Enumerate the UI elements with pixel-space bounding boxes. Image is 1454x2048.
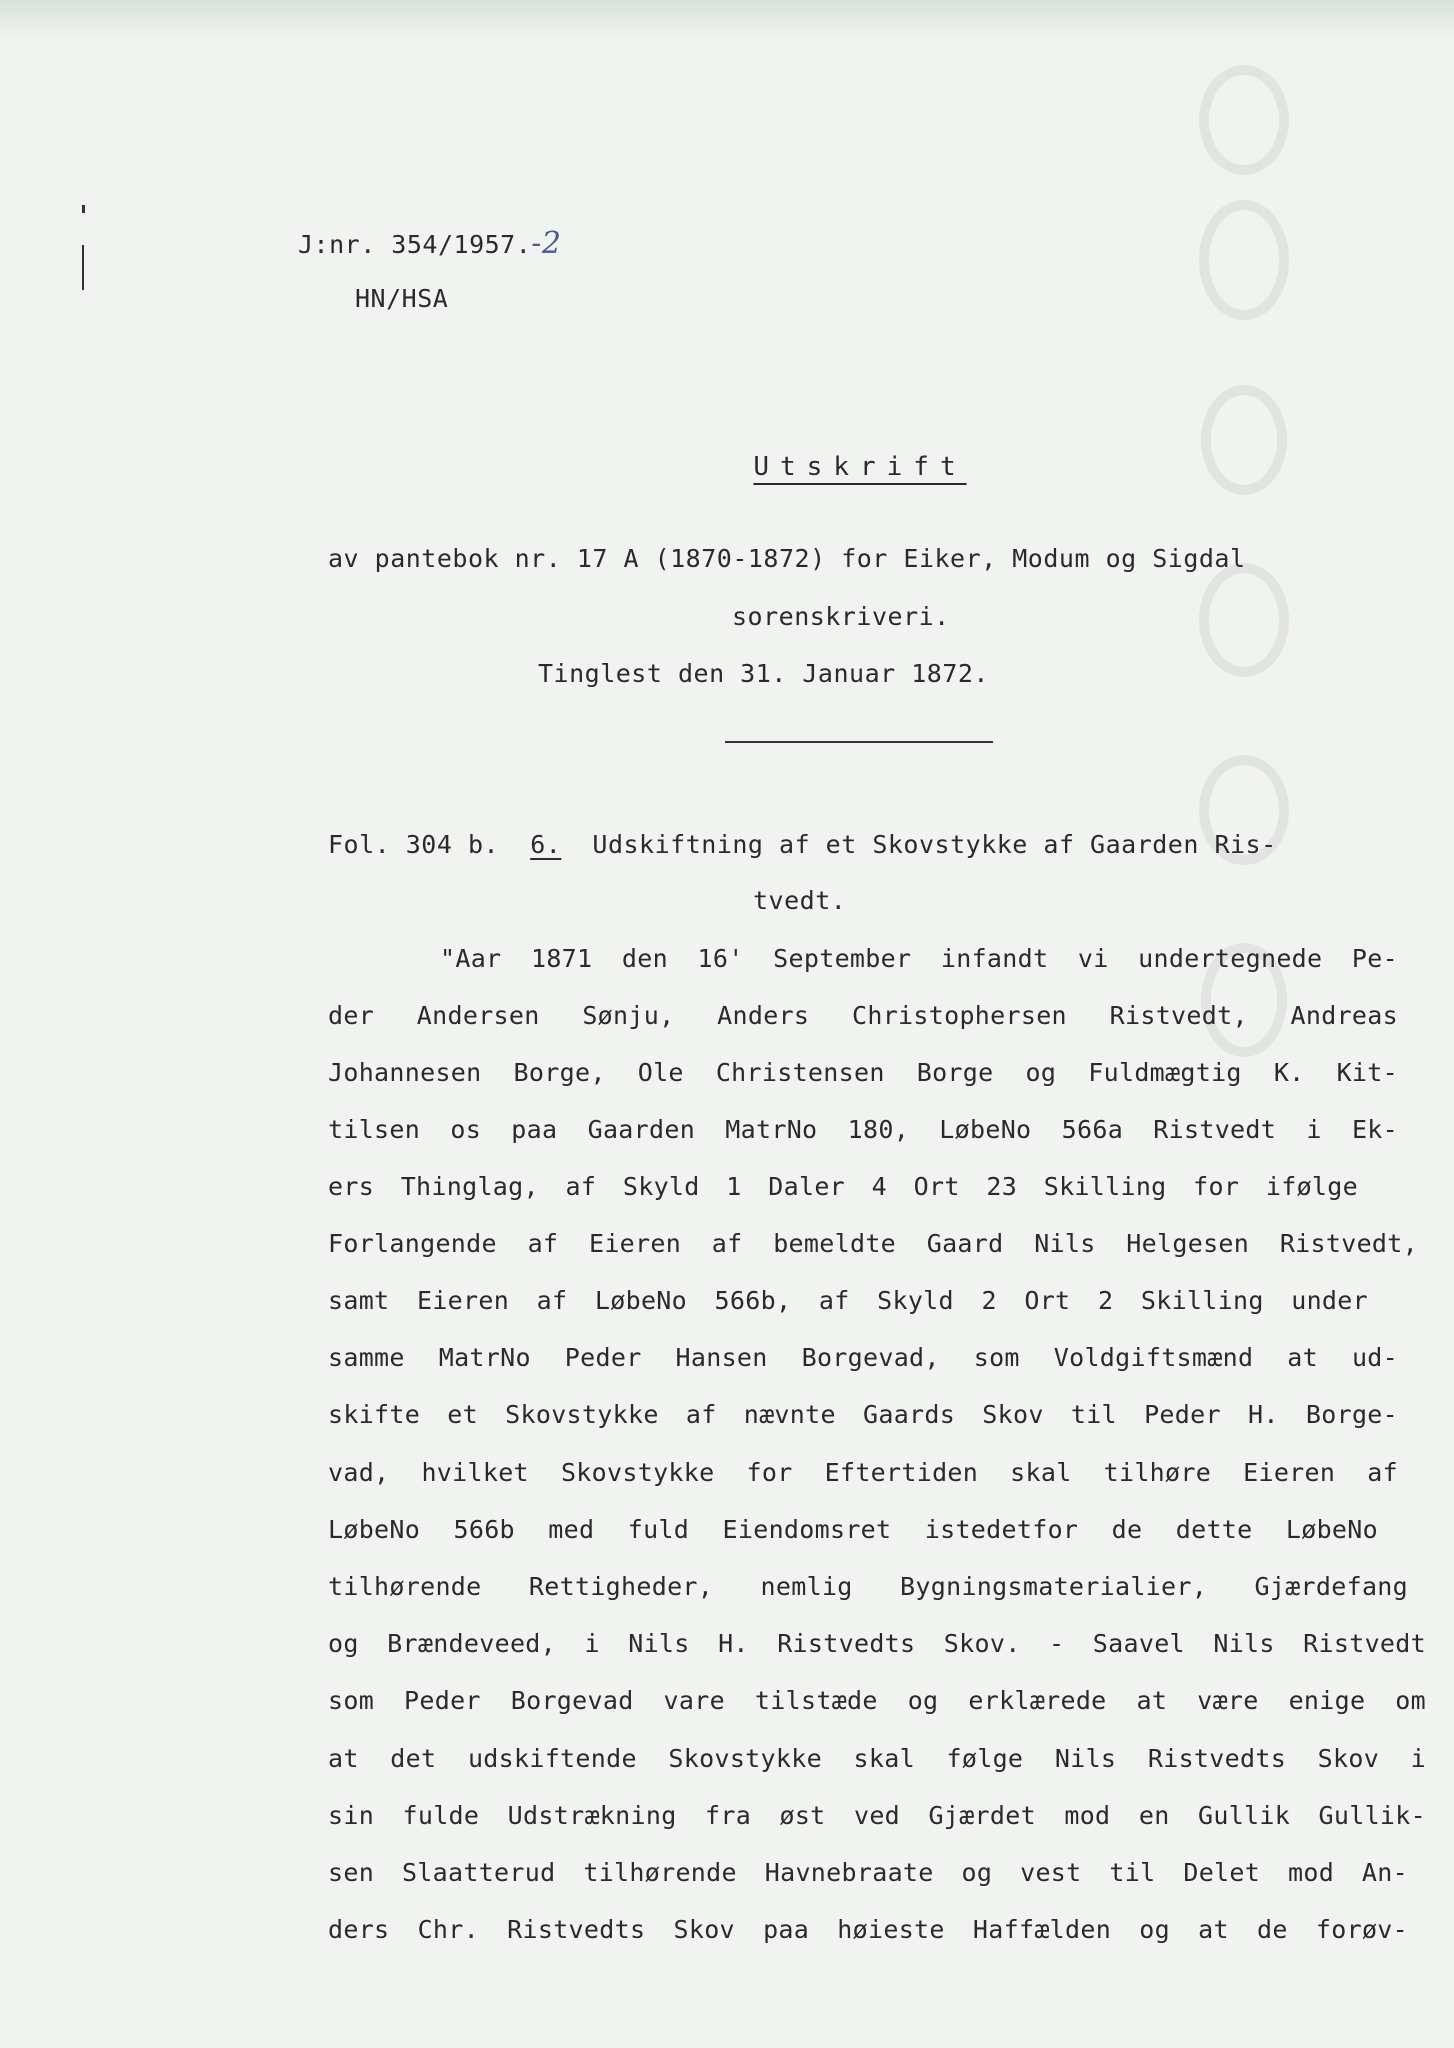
body-line-4: tilsen os paa Gaarden MatrNo 180, LøbeNo 566a Ristvedt i Ek- — [328, 1115, 1398, 1144]
body-line-5: ers Thinglag, af Skyld 1 Daler 4 Ort 23 Skilling for ifølge — [328, 1172, 1358, 1201]
body-line-11: LøbeNo 566b med fuld Eiendomsret istedetfor de dette LøbeNo — [328, 1515, 1378, 1544]
margin-mark-top — [82, 205, 85, 213]
body-line-7: samt Eieren af LøbeNo 566b, af Skyld 2 Ort 2 Skilling under — [328, 1286, 1368, 1315]
margin-mark-bottom — [82, 245, 84, 290]
entry-number: 6. — [530, 830, 562, 859]
journal-number-text: J:nr. 354/1957. — [298, 230, 532, 259]
body-line-9: skifte et Skovstykke af nævnte Gaards Skov til Peder H. Borge- — [328, 1400, 1398, 1429]
entry-folio: Fol. 304 b. — [328, 830, 500, 859]
body-line-16: sin fulde Udstrækning fra øst ved Gjærdet mod en Gullik Gullik- — [328, 1801, 1426, 1830]
entry-heading-line-2: tvedt. — [753, 886, 847, 915]
divider-rule — [725, 741, 993, 743]
body-line-8: samme MatrNo Peder Hansen Borgevad, som Voldgiftsmænd at ud- — [328, 1343, 1398, 1372]
body-line-13: og Brændeveed, i Nils H. Ristvedts Skov. - Saavel Nils Ristvedt — [328, 1629, 1426, 1658]
body-line-12: tilhørende Rettigheder, nemlig Bygningsmaterialier, Gjærdefang — [328, 1572, 1408, 1601]
journal-number — [298, 226, 562, 261]
journal-suffix-handwritten: -2 — [531, 226, 562, 261]
subtitle-line-1: av pantebok nr. 17 A (1870-1872) for Eiker, Modum og Sigdal — [328, 544, 1246, 573]
body-line-18: ders Chr. Ristvedts Skov paa høieste Haffælden og at de forøv- — [328, 1915, 1408, 1944]
body-line-2: der Andersen Sønju, Anders Christophersen Ristvedt, Andreas — [328, 1001, 1398, 1030]
document-title: Utskrift — [753, 452, 967, 482]
body-line-6: Forlangende af Eieren af bemeldte Gaard Nils Helgesen Ristvedt, — [328, 1229, 1418, 1258]
body-line-10: vad, hvilket Skovstykke for Eftertiden skal tilhøre Eieren af — [328, 1458, 1398, 1487]
body-line-1: "Aar 1871 den 16' September infandt vi undertegnede Pe- — [440, 944, 1398, 973]
body-line-14: som Peder Borgevad vare tilstæde og erklærede at være enige om — [328, 1686, 1426, 1715]
body-line-17: sen Slaatterud tilhørende Havnebraate og vest til Delet mod An- — [328, 1858, 1408, 1887]
body-line-3: Johannesen Borge, Ole Christensen Borge og Fuldmægtig K. Kit- — [328, 1058, 1398, 1087]
entry-heading — [328, 830, 1277, 859]
subtitle-line-2: sorenskriveri. — [732, 602, 950, 631]
entry-heading-line-1: Udskiftning af et Skovstykke af Gaarden Ris- — [592, 830, 1277, 859]
initials: HN/HSA — [355, 284, 449, 313]
subtitle-line-3: Tinglest den 31. Januar 1872. — [538, 659, 989, 688]
body-line-15: at det udskiftende Skovstykke skal følge Nils Ristvedts Skov i — [328, 1744, 1426, 1773]
